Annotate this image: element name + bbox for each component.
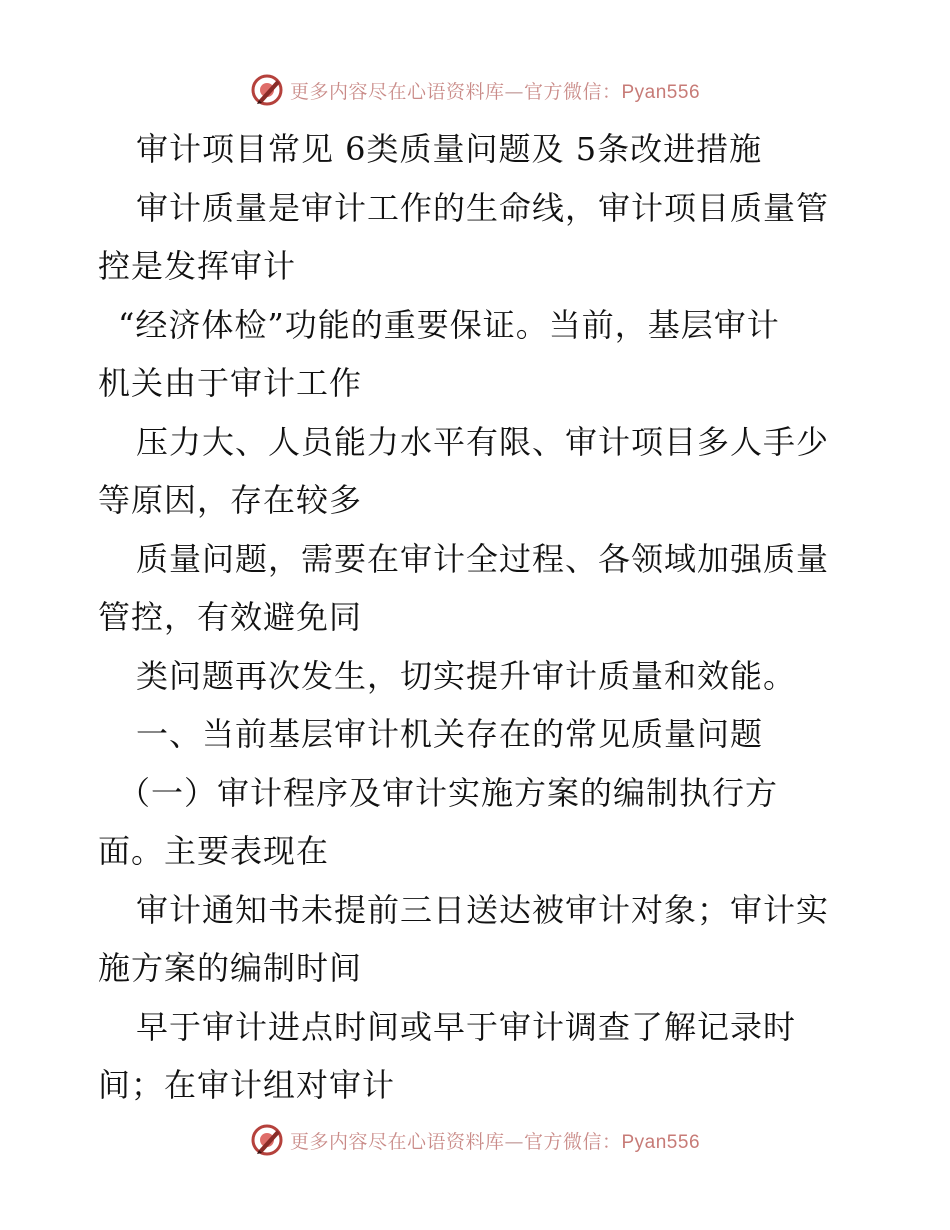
paragraph-line: 早于审计进点时间或早于审计调查了解记录时 xyxy=(136,1007,797,1046)
paragraph-line: 审计通知书未提前三日送达被审计对象；审计实 xyxy=(136,890,830,929)
pen-logo-icon xyxy=(250,73,284,107)
paragraph-line: 间；在审计组对审计 xyxy=(98,1066,396,1104)
section-heading: 一、当前基层审计机关存在的常见质量问题 xyxy=(136,715,764,753)
paragraph-line: 控是发挥审计 xyxy=(98,247,297,285)
paragraph-line: 类问题再次发生，切实提升审计质量和效能。 xyxy=(136,656,797,695)
watermark-text: 更多内容尽在心语资料库—官方微信：Pyan556 xyxy=(289,1130,701,1153)
paragraph-line: 等原因，存在较多 xyxy=(98,481,363,519)
header-watermark xyxy=(0,70,950,110)
paragraph-line: 压力大、人员能力水平有限、审计项目多人手少 xyxy=(136,422,830,461)
paragraph-line: 机关由于审计工作 xyxy=(98,364,363,402)
document-title: 审计项目常见 6类质量问题及 5条改进措施 xyxy=(136,130,763,168)
paragraph-line: 质量问题，需要在审计全过程、各领域加强质量 xyxy=(136,539,830,578)
paragraph-line: 审计质量是审计工作的生命线，审计项目质量管 xyxy=(136,188,830,227)
paragraph-line: 管控，有效避免同 xyxy=(98,598,363,636)
subsection-heading: （一）审计程序及审计实施方案的编制执行方 xyxy=(118,773,779,812)
pen-logo-icon xyxy=(250,1123,284,1157)
watermark-text: 更多内容尽在心语资料库—官方微信：Pyan556 xyxy=(289,80,701,103)
paragraph-line: “经济体检”功能的重要保证。当前，基层审计 xyxy=(118,305,780,344)
paragraph-line: 施方案的编制时间 xyxy=(98,949,363,987)
document-body xyxy=(98,120,858,1115)
paragraph-line: 面。主要表现在 xyxy=(98,832,330,870)
footer-watermark xyxy=(0,1120,950,1160)
